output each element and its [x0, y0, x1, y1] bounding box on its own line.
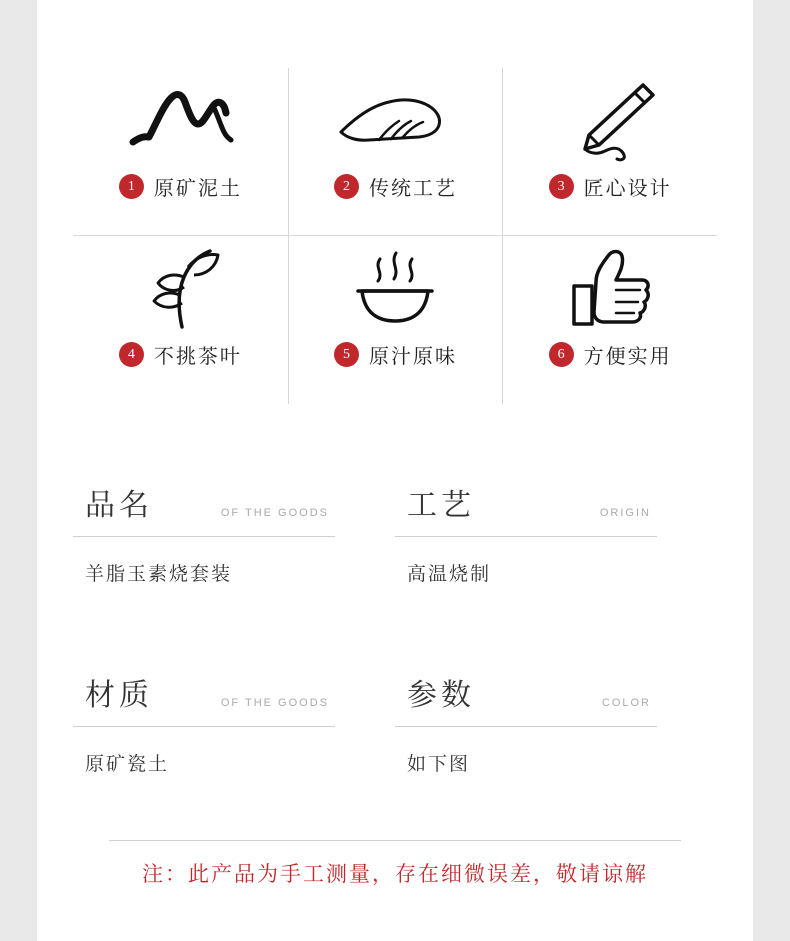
feature-grid: [73, 68, 717, 404]
spec-header: [73, 480, 335, 537]
spec-list: [73, 480, 717, 860]
mountain-icon: [125, 68, 235, 172]
feature-label: [549, 172, 672, 201]
spec-value: 羊脂玉素烧套装: [85, 564, 233, 585]
feature-label: [334, 172, 457, 201]
divider: [109, 840, 681, 841]
feature-item: [288, 68, 503, 236]
feature-number: 1: [119, 174, 144, 199]
product-detail-page: [37, 0, 753, 941]
feature-number: 3: [549, 174, 574, 199]
tea-leaf-icon: [130, 236, 230, 340]
feature-text: 原汁原味: [368, 346, 457, 368]
hand-icon: [335, 68, 455, 172]
feature-item: [73, 236, 288, 404]
feature-text: 原矿泥土: [153, 178, 242, 200]
spec-subtitle: ORIGIN: [599, 507, 651, 519]
spec-value: 如下图: [407, 754, 471, 775]
spec-value: 高温烧制: [407, 564, 492, 585]
feature-text: 不挑茶叶: [153, 346, 242, 368]
spec-header: [73, 670, 335, 727]
spec-title: 参数: [407, 679, 475, 712]
feature-label: [334, 340, 457, 369]
spec-item-craft: [395, 480, 717, 670]
disclaimer-note: 注：此产品为手工测量，存在细微误差，敬请谅解: [142, 863, 648, 886]
feature-label: [549, 340, 672, 369]
feature-label: [119, 172, 242, 201]
spec-subtitle: OF THE GOODS: [220, 507, 329, 519]
spec-title: 材质: [85, 679, 153, 712]
spec-value: 原矿瓷土: [85, 754, 170, 775]
pencil-icon: [555, 68, 665, 172]
feature-text: 匠心设计: [583, 178, 672, 200]
feature-label: [119, 340, 242, 369]
spec-item-material: [73, 670, 395, 860]
thumbs-up-icon: [560, 236, 660, 340]
feature-number: 5: [334, 342, 359, 367]
spec-header: [395, 480, 657, 537]
spec-item-name: [73, 480, 395, 670]
spec-header: [395, 670, 657, 727]
spec-subtitle: OF THE GOODS: [220, 697, 329, 709]
feature-item: [288, 236, 503, 404]
feature-text: 传统工艺: [368, 178, 457, 200]
spec-item-parameters: [395, 670, 717, 860]
spec-subtitle: COLOR: [601, 697, 651, 709]
tea-cup-icon: [340, 236, 450, 340]
feature-item: [502, 68, 717, 236]
feature-number: 6: [549, 342, 574, 367]
spec-title: 工艺: [407, 489, 475, 522]
spec-title: 品名: [85, 489, 153, 522]
feature-item: [502, 236, 717, 404]
feature-number: 2: [334, 174, 359, 199]
feature-text: 方便实用: [583, 346, 672, 368]
feature-item: [73, 68, 288, 236]
feature-number: 4: [119, 342, 144, 367]
